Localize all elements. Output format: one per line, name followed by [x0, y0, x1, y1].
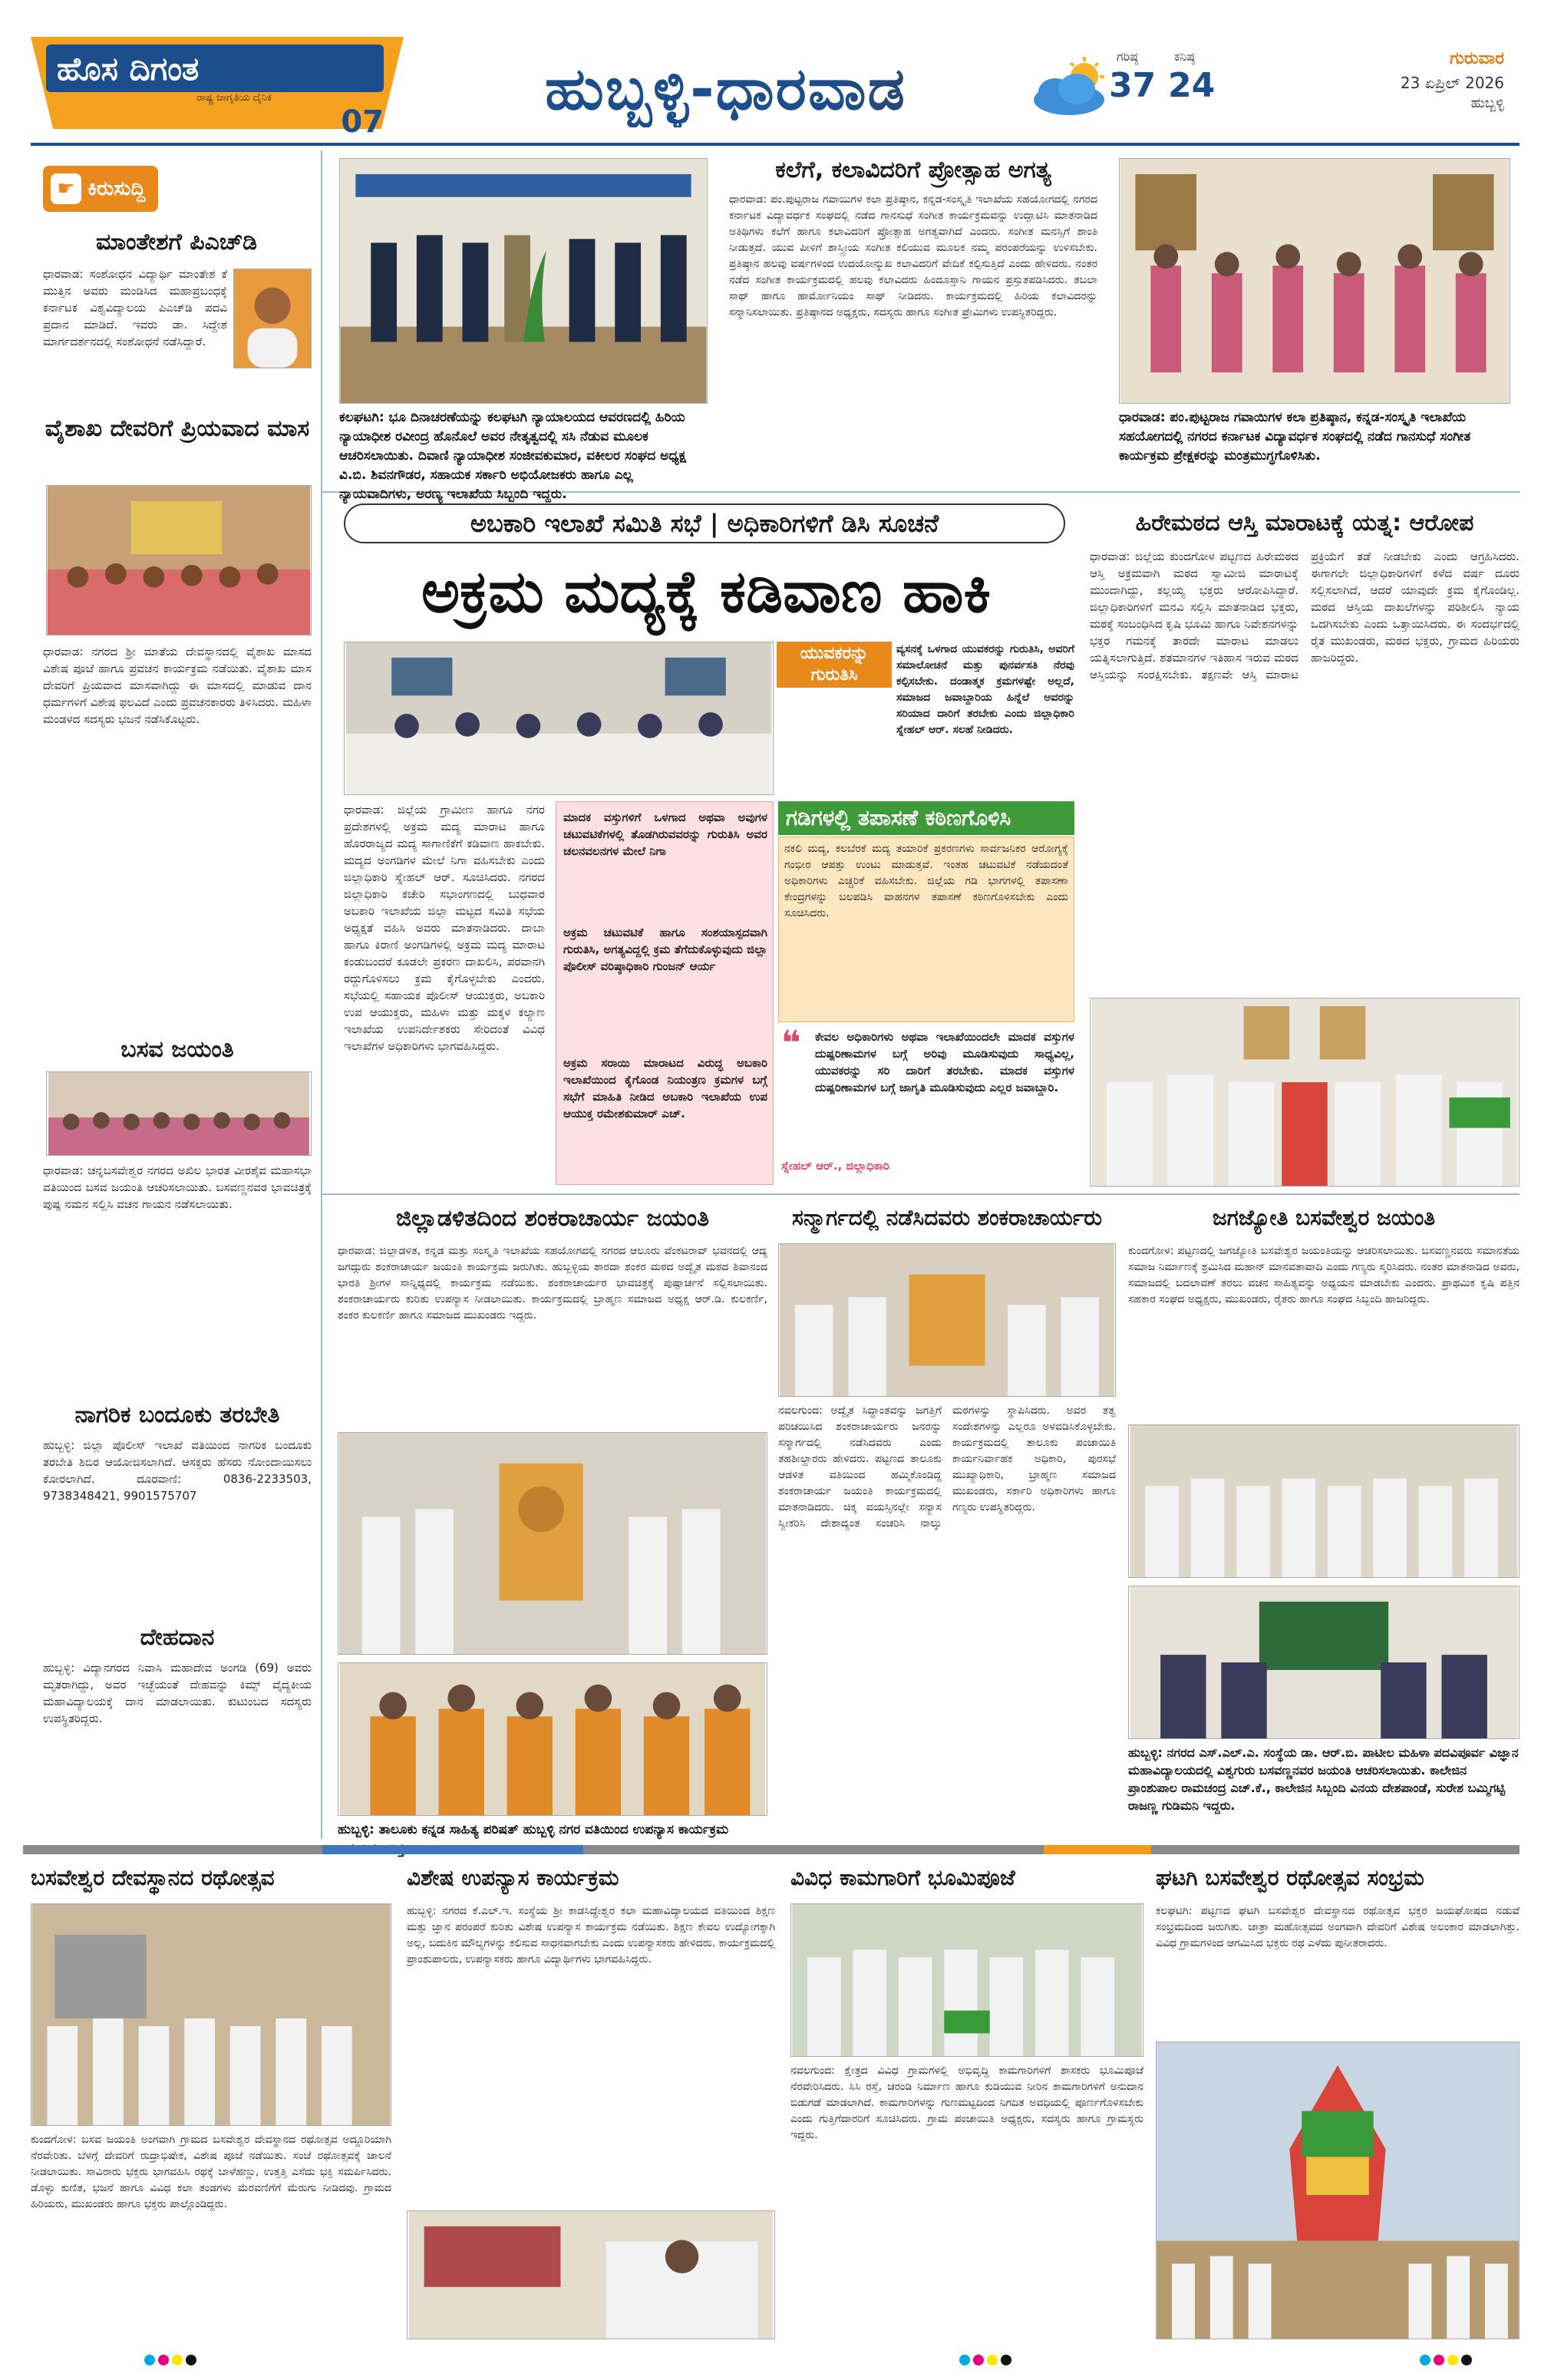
- weather-icon: [1025, 54, 1117, 123]
- section-bar: [1044, 1845, 1151, 1854]
- max-temp-label: ಗರಿಷ್ಠ: [1117, 49, 1138, 64]
- youth-box-label: ಯುವಕರನ್ನು ಗುರುತಿಸಿ: [777, 642, 892, 688]
- lead-bullet: ಅಕ್ರಮ ಸರಾಯಿ ಮಾರಾಟದ ವಿರುದ್ಧ ಅಬಕಾರಿ ಇಲಾಖೆಯಿಂದ ಕೈಗೊಂಡ ನಿಯಂತ್ರಣ ಕ್ರಮಗಳ ಬಗ್ಗೆ ಸಭೆಗೆ ಮಾಹಿತಿ ನೀಡಿದ ಅಬಕಾರಿ ಇಲಾಖೆಯ ಉಪ ಆಯುಕ್ತ ರಮೇಶಕುಮಾರ್ ಎಚ್.: [563, 1056, 767, 1121]
- ceremony-photo: [778, 1243, 1116, 1397]
- portrait-photo: [233, 269, 312, 368]
- brief-body: ಹುಬ್ಬಳ್ಳಿ: ಜಿಲ್ಲಾ ಪೊಲೀಸ್ ಇಲಾಖೆ ವತಿಯಿಂದ ನಾಗರಿಕ ಬಂದೂಕು ತರಬೇತಿ ಶಿಬಿರ ಆಯೋಜಿಸಲಾಗಿದೆ. ಆಸಕ್ತರು ಹೆಸರು ನೋಂದಾಯಿಸಲು ಕೋರಲಾಗಿದೆ. ದೂರವಾಣಿ: 0836-2233503, 9738348421, 9901575707: [43, 1438, 312, 1503]
- raid-box-body: ನಕಲಿ ಮದ್ಯ, ಕಲಬೆರಕೆ ಮದ್ಯ ತಯಾರಿಕೆ ಪ್ರಕರಣಗಳು ಸಾರ್ವಜನಿಕರ ಆರೋಗ್ಯಕ್ಕೆ ಗಂಭೀರ ಆಪತ್ತು ಉಂಟು ಮಾಡುತ್ತವೆ. ಇಂತಹ ಚಟುವಟಿಕೆ ನಡೆಯದಂತೆ ಅಧಿಕಾರಿಗಳು ಎಚ್ಚರಿಕೆ ವಹಿಸಬೇಕು. ಜಿಲ್ಲೆಯ ಗಡಿ ಭಾಗಗಳಲ್ಲಿ ತಪಾಸಣಾ ಕೇಂದ್ರಗಳನ್ನು ಬಲಪಡಿಸಿ ವಾಹನಗಳ ತಪಾಸಣೆ ಕಠಿಣಗೊಳಿಸಬೇಕು ಎಂದು ಸೂಚಿಸಿದರು.: [784, 843, 1068, 919]
- photo-caption: ಕಲಘಟಗಿ: ಭೂ ದಿನಾಚರಣೆಯನ್ನು ಕಲಘಟಗಿ ನ್ಯಾಯಾಲಯದ ಆವರಣದಲ್ಲಿ ಹಿರಿಯ ನ್ಯಾಯಾಧೀಶ ರವೀಂದ್ರ ಹೊನೊಲೆ ಅವರ ನೇತೃತ್ವದಲ್ಲಿ ಸಸಿ ನೆಡುವ ಮೂಲಕ ಆಚರಿಸಲಾಯಿತು. ದಿವಾಣಿ ನ್ಯಾಯಾಧೀಶ ಸಂಜೀವಕುಮಾರ, ವಕೀಲರ ಸಂಘದ ಅಧ್ಯಕ್ಷ ವಿ.ಬಿ. ಶಿವನಗೌಡರ, ಸಹಾಯಕ ಸರ್ಕಾರಿ ಅಭಿಯೋಜಕರು ಹಾಗೂ ಎಲ್ಲ ನ್ಯಾಯವಾದಿಗಳು, ಅರಣ್ಯ ಇಲಾಖೆಯ ಸಿಬ್ಬಂದಿ ಇದ್ದರು.: [339, 410, 686, 502]
- lead-quote: ಕೇವಲ ಅಧಿಕಾರಿಗಳು ಅಥವಾ ಇಲಾಖೆಯಿಂದಲೇ ಮಾದಕ ವಸ್ತುಗಳ ದುಷ್ಪರಿಣಾಮಗಳ ಬಗ್ಗೆ ಅರಿವು ಮೂಡಿಸುವುದು ಸಾಧ್ಯವಿಲ್ಲ, ಯುವಕರನ್ನು ಸರಿ ದಾರಿಗೆ ತರಬೇಕು. ಮಾದಕ ವಸ್ತುಗಳ ದುಷ್ಪರಿಣಾಮಗಳ ಬಗ್ಗೆ ಜಾಗೃತಿ ಮೂಡಿಸುವುದು ಎಲ್ಲರ ಜವಾಬ್ದಾರಿ.: [815, 1030, 1074, 1094]
- event-photo: [46, 1071, 312, 1156]
- weekday: ಗುರುವಾರ: [1449, 49, 1504, 68]
- column-divider: [321, 150, 322, 1839]
- section-bar: [322, 1845, 583, 1854]
- newspaper-logo: ಹೊಸ ದಿಗಂತ: [57, 50, 200, 87]
- page-number: 07: [341, 104, 384, 140]
- story-body: ಕುಂದಗೋಳ: ಪಟ್ಟಣದಲ್ಲಿ ಜಗಜ್ಯೋತಿ ಬಸವೇಶ್ವರ ಜಯಂತಿಯನ್ನು ಆಚರಿಸಲಾಯಿತು. ಬಸವಣ್ಣನವರು ಸಮಾನತೆಯ ಸಮಾಜ ನಿರ್ಮಾಣಕ್ಕೆ ಶ್ರಮಿಸಿದ ಮಹಾನ್ ಮಾನವತಾವಾದಿ ಎಂದು ಗಣ್ಯರು ಸ್ಮರಿಸಿದರು. ನಂತರ ಮಾತನಾಡಿದ ಅವರು, ಸಮಾಜದಲ್ಲಿ ಬದಲಾವಣೆ ತರಲು ವಚನ ಸಾಹಿತ್ಯವನ್ನು ಅಧ್ಯಯನ ಮಾಡಬೇಕು ಎಂದರು. ಪ್ರಾಥಮಿಕ ಕೃಷಿ ಪತ್ತಿನ ಸಹಕಾರ ಸಂಘದ ಅಧ್ಯಕ್ಷರು, ಮುಖಂಡರು, ರೈತರು ಹಾಗೂ ಸಂಘದ ಸಿಬ್ಬಂದಿ ಹಾಜರಿದ್ದರು.: [1128, 1245, 1520, 1306]
- chariot-photo: [31, 1903, 391, 2126]
- event-photo: [46, 485, 312, 635]
- story-body: ಧಾರವಾಡ: ಪಂ.ಪುಟ್ಟರಾಜ ಗವಾಯಿಗಳ ಕಲಾ ಪ್ರತಿಷ್ಠಾನ, ಕನ್ನಡ-ಸಂಸ್ಕೃತಿ ಇಲಾಖೆಯ ಸಹಯೋಗದಲ್ಲಿ ನಗರದ ಕರ್ನಾಟಕ ವಿದ್ಯಾವರ್ಧಕ ಸಂಘದಲ್ಲಿ ನಡೆದ ಗಾನಸುಧೆ ಸಂಗೀತ ಕಾರ್ಯಕ್ರಮವನ್ನು ಉದ್ಘಾಟಿಸಿ ಮಾತನಾಡಿದ ಅತಿಥಿಗಳು ಕಲೆಗೆ ಹಾಗೂ ಕಲಾವಿದರಿಗೆ ಪ್ರೋತ್ಸಾಹ ಅಗತ್ಯವಾಗಿದೆ ಎಂದರು. ಸಂಗೀತ ಮನಸ್ಸಿಗೆ ಶಾಂತಿ ನೀಡುತ್ತದೆ. ಯುವ ಪೀಳಿಗೆ ಶಾಸ್ತ್ರೀಯ ಸಂಗೀತ ಕಲಿಯುವ ಮೂಲಕ ನಮ್ಮ ಪರಂಪರೆಯನ್ನು ಉಳಿಸಬೇಕು. ಪ್ರತಿಷ್ಠಾನ ಹಲವು ವರ್ಷಗಳಿಂದ ಉದಯೋನ್ಮುಖ ಕಲಾವಿದರಿಗೆ ವೇದಿಕೆ ಕಲ್ಪಿಸುತ್ತಿದೆ ಎಂದು ಹೇಳಿದರು. ನಂತರ ನಡೆದ ಸಂಗೀತ ಕಾರ್ಯಕ್ರಮದಲ್ಲಿ ಹಲವು ಕಲಾವಿದರು ಹಿಂದೂಸ್ತಾನಿ ಗಾಯನ ಪ್ರಸ್ತುತಪಡಿಸಿದರು. ತಬಲಾ ಸಾಥ್ ಹಾಗೂ ಹಾರ್ಮೋನಿಯಂ ಸಾಥ್ ನೀಡಿದರು. ಕಾರ್ಯಕ್ರಮದಲ್ಲಿ ಹಿರಿಯ ಕಲಾವಿದರನ್ನು ಸನ್ಮಾನಿಸಲಾಯಿತು. ಪ್ರತಿಷ್ಠಾನದ ಅಧ್ಯಕ್ಷರು, ಸದಸ್ಯರು ಹಾಗೂ ಸಂಗೀತ ಪ್ರೇಮಿಗಳು ಉಪಸ್ಥಿತರಿದ್ದರು.: [729, 193, 1097, 319]
- newspaper-tagline: ರಾಷ್ಟ್ರ ಜಾಗೃತಿಯ ದೈನಿಕ: [196, 92, 272, 104]
- section-bar: [23, 1845, 322, 1854]
- brief-headline: ವೈಶಾಖ ದೇವರಿಗೆ ಪ್ರಿಯವಾದ ಮಾಸ: [45, 415, 310, 442]
- print-mark-magenta: [158, 2355, 169, 2365]
- edition-city: ಹುಬ್ಬಳ್ಳಿ: [1470, 95, 1504, 111]
- brief-headline: ಬಸವ ಜಯಂತಿ: [120, 1036, 234, 1063]
- brief-body: ಧಾರವಾಡ: ಸಂಶೋಧನ ವಿದ್ಯಾರ್ಥಿ ಮಾಂತೇಶ ಕೆ ಮುತ್ತಿನ ಅವರು ಮಂಡಿಸಿದ ಮಹಾಪ್ರಬಂಧಕ್ಕೆ ಕರ್ನಾಟಕ ವಿಶ್ವವಿದ್ಯಾಲಯ ಪಿಎಚ್‌ಡಿ ಪದವಿ ಪ್ರದಾನ ಮಾಡಿದೆ. ಇವರು ಡಾ. ಸಿದ್ದೇಶ ಮಾರ್ಗದರ್ಶನದಲ್ಲಿ ಸಂಶೋಧನೆ ನಡೆಸಿದ್ದಾರೆ.: [43, 267, 227, 348]
- jayanti-photo: [338, 1432, 767, 1655]
- print-mark-cyan: [144, 2355, 155, 2365]
- print-mark-cyan: [959, 2355, 970, 2365]
- brief-body: ಧಾರವಾಡ: ಚನ್ನಬಸವೇಶ್ವರ ನಗರದ ಅಖಿಲ ಭಾರತ ವೀರಶೈವ ಮಹಾಸಭಾ ವತಿಯಿಂದ ಬಸವ ಜಯಂತಿ ಆಚರಿಸಲಾಯಿತು. ಬಸವಣ್ಣನವರ ಭಾವಚಿತ್ರಕ್ಕೆ ಪುಷ್ಪ ನಮನ ಸಲ್ಲಿಸಿ ವಚನ ಗಾಯನ ನಡೆಸಲಾಯಿತು.: [43, 1164, 312, 1211]
- music-event-photo: [1119, 158, 1510, 404]
- lead-bullet: ಅಕ್ರಮ ಚಟುವಟಿಕೆ ಹಾಗೂ ಸಂಶಯಾಸ್ಪದವಾಗಿ ಗುರುತಿಸಿ, ಅಗತ್ಯವಿದ್ದಲ್ಲಿ ಕ್ರಮ ತೆಗೆದುಕೊಳ್ಳುವುದು ಜಿಲ್ಲಾ ಪೊಲೀಸ್ ವರಿಷ್ಠಾಧಿಕಾರಿ ಗುಂಜನ್ ಆರ್ಯ: [563, 926, 767, 973]
- photo-caption: ಹುಬ್ಬಳ್ಳಿ: ನಗರದ ಎಸ್.ಎಲ್.ಎ. ಸಂಸ್ಥೆಯ ಡಾ. ಆರ್.ಬಿ. ಪಾಟೀಲ ಮಹಿಳಾ ಪದವಿಪೂರ್ವ ವಿಜ್ಞಾನ ಮಹಾವಿದ್ಯಾಲಯದಲ್ಲಿ ವಿಶ್ವಗುರು ಬಸವಣ್ಣನವರ ಜಯಂತಿ ಆಚರಿಸಲಾಯಿತು. ಕಾಲೇಜಿನ ಪ್ರಾಂಶುಪಾಲ ರಾಮಚಂದ್ರ ಎಚ್.ಕೆ., ಕಾಲೇಜಿನ ಸಿಬ್ಬಂದಿ ವಿನಯ ದೇಶಪಾಂಡೆ, ಸುರೇಶ ಬಮ್ಮಿಗಟ್ಟಿ ರಾಜಣ್ಣ ಗುಡಿಮನಿ ಇದ್ದರು.: [1128, 1745, 1519, 1813]
- tree-planting-photo: [339, 158, 708, 404]
- lead-quote-attribution: ಸ್ನೇಹಲ್ ಆರ್., ಜಿಲ್ಲಾಧಿಕಾರಿ: [781, 1159, 889, 1173]
- story-body: ಧಾರವಾಡ: ಜಿಲ್ಲಾಡಳಿತ, ಕನ್ನಡ ಮತ್ತು ಸಂಸ್ಕೃತಿ ಇಲಾಖೆಯ ಸಹಯೋಗದಲ್ಲಿ ನಗರದ ಆಲೂರು ವೆಂಕಟರಾವ್ ಭವನದಲ್ಲಿ ಆದ್ಯ ಜಗದ್ಗುರು ಶಂಕರಾಚಾರ್ಯ ಜಯಂತಿ ಕಾರ್ಯಕ್ರಮ ಜರುಗಿತು. ಹುಬ್ಬಳ್ಳಿಯ ಶಾರದಾ ಶಂಕರ ಮಠದ ಅದ್ವೈತ ಮಠದ ಶಿವಾನಂದ ಭಾರತಿ ಶ್ರೀಗಳ ಸಾನ್ನಿಧ್ಯದಲ್ಲಿ ಕಾರ್ಯಕ್ರಮ ನಡೆಯಿತು. ಶಂಕರಾಚಾರ್ಯರ ಭಾವಚಿತ್ರಕ್ಕೆ ಪುಷ್ಪಾರ್ಚನೆ ಸಲ್ಲಿಸಲಾಯಿತು. ಶಂಕರಾಚಾರ್ಯರು ಕುರಿತು ಉಪನ್ಯಾಸ ನೀಡಲಾಯಿತು. ಕಾರ್ಯಕ್ರಮದಲ್ಲಿ ಬ್ರಾಹ್ಮಣ ಸಮಾಜದ ಅಧ್ಯಕ್ಷ ಆರ್.ಡಿ. ಕುಲಕರ್ಣಿ, ಶಂಕರ ಕುಲಕರ್ಣಿ ಹಾಗೂ ಸಮಾಜದ ಮುಖಂಡರು ಇದ್ದರು.: [338, 1245, 767, 1322]
- brief-body: ಧಾರವಾಡ: ನಗರದ ಶ್ರೀ ಮಾತೆಯ ದೇವಸ್ಥಾನದಲ್ಲಿ ವೈಶಾಖ ಮಾಸದ ವಿಶೇಷ ಪೂಜೆ ಹಾಗೂ ಪ್ರವಚನ ಕಾರ್ಯಕ್ರಮ ನಡೆಯಿತು. ವೈಶಾಖ ಮಾಸ ದೇವರಿಗೆ ಪ್ರಿಯವಾದ ಮಾಸವಾಗಿದ್ದು ಈ ಮಾಸದಲ್ಲಿ ಮಾಡುವ ದಾನ ಧರ್ಮಗಳಿಗೆ ವಿಶೇಷ ಫಲವಿದೆ ಎಂದು ಪ್ರವಚನಕಾರರು ತಿಳಿಸಿದರು. ಮಹಿಳಾ ಮಂಡಳದ ಸದಸ್ಯರು ಭಜನೆ ನಡೆಸಿಕೊಟ್ಟರು.: [43, 645, 312, 726]
- bhoomi-pooja-photo: [790, 1903, 1143, 2057]
- meeting-photo: [344, 642, 774, 795]
- print-mark-black: [1001, 2355, 1011, 2365]
- print-mark-yellow: [172, 2355, 183, 2365]
- print-mark-magenta: [973, 2355, 984, 2365]
- edition-title: ಹುಬ್ಬಳ್ಳಿ-ಧಾರವಾಡ: [545, 51, 1067, 127]
- photo-caption: ಧಾರವಾಡ: ಪಂ.ಪುಟ್ಟರಾಜ ಗವಾಯಿಗಳ ಕಲಾ ಪ್ರತಿಷ್ಠಾನ, ಕನ್ನಡ-ಸಂಸ್ಕೃತಿ ಇಲಾಖೆಯ ಸಹಯೋಗದಲ್ಲಿ ನಗರದ ಕರ್ನಾಟಕ ವಿದ್ಯಾವರ್ಧಕ ಸಂಘದಲ್ಲಿ ನಡೆದ ಗಾನಸುಧೆ ಸಂಗೀತ ಕಾರ್ಯಕ್ರಮ ಪ್ರೇಕ್ಷಕರನ್ನು ಮಂತ್ರಮುಗ್ಧಗೊಳಿಸಿತು.: [1119, 410, 1471, 464]
- max-temp-value: 37: [1109, 66, 1157, 105]
- youth-box-body: ವ್ಯಸನಕ್ಕೆ ಒಳಗಾದ ಯುವಕರನ್ನು ಗುರುತಿಸಿ, ಅವರಿಗೆ ಸಮಾಲೋಚನೆ ಮತ್ತು ಪುನರ್ವಸತಿ ನೆರವು ಕಲ್ಪಿಸಬೇಕು. ದಂಡಾತ್ಮಕ ಕ್ರಮಗಳಷ್ಟೇ ಅಲ್ಲದೆ, ಸಮಾಜದ ಜವಾಬ್ದಾರಿಯ ಹಿನ್ನೆಲೆ ಅವರನ್ನು ಸರಿಯಾದ ದಾರಿಗೆ ತರಬೇಕು ಎಂದು ಜಿಲ್ಲಾಧಿಕಾರಿ ಸ್ನೇಹಲ್ ಆರ್. ಸಲಹೆ ನೀಡಿದರು.: [896, 643, 1074, 736]
- story-headline: ಜಿಲ್ಲಾಡಳಿತದಿಂದ ಶಂಕರಾಚಾರ್ಯ ಜಯಂತಿ: [396, 1205, 709, 1232]
- lead-kicker: ಅಬಕಾರಿ ಇಲಾಖೆ ಸಮಿತಿ ಸಭೆ | ಅಧಿಕಾರಿಗಳಿಗೆ ಡಿಸಿ ಸೂಚನೆ: [344, 503, 1065, 543]
- section-bar: [1151, 1845, 1520, 1854]
- college-event-photo: [1128, 1586, 1520, 1739]
- story-headline: ಘಟಗಿ ಬಸವೇಶ್ವರ ರಥೋತ್ಸವ ಸಂಭ್ರಮ: [1156, 1865, 1424, 1890]
- raid-box-label: ಗಡಿಗಳಲ್ಲಿ ತಪಾಸಣೆ ಕಠಿಣಗೊಳಿಸಿ: [778, 801, 1074, 835]
- story-headline: ಸನ್ಮಾರ್ಗದಲ್ಲಿ ನಡೆಸಿದವರು ಶಂಕರಾಚಾರ್ಯರು: [792, 1205, 1102, 1230]
- story-body: ನವಲಗುಂದ: ಅದ್ವೈತ ಸಿದ್ಧಾಂತವನ್ನು ಜಗತ್ತಿಗೆ ಪರಿಚಯಿಸಿದ ಶಂಕರಾಚಾರ್ಯರು ಜನರನ್ನು ಸನ್ಮಾರ್ಗದಲ್ಲಿ ನಡೆಸಿದವರು ಎಂದು ತಹಶೀಲ್ದಾರರು ಹೇಳಿದರು. ಪಟ್ಟಣದ ತಾಲೂಕು ಆಡಳಿತ ವತಿಯಿಂದ ಹಮ್ಮಿಕೊಂಡಿದ್ದ ಶಂಕರಾಚಾರ್ಯ ಜಯಂತಿ ಕಾರ್ಯಕ್ರಮದಲ್ಲಿ ಮಾತನಾಡಿದರು. ಚಿಕ್ಕ ವಯಸ್ಸಿನಲ್ಲೇ ಸನ್ಯಾಸ ಸ್ವೀಕರಿಸಿ ದೇಶಾದ್ಯಂತ ಸಂಚರಿಸಿ ನಾಲ್ಕು ಮಠಗಳನ್ನು ಸ್ಥಾಪಿಸಿದರು. ಅವರ ತತ್ವ ಸಂದೇಶಗಳನ್ನು ಎಲ್ಲರೂ ಅಳವಡಿಸಿಕೊಳ್ಳಬೇಕು. ಕಾರ್ಯಕ್ರಮದಲ್ಲಿ ತಾಲೂಕು ಪಂಚಾಯಿತಿ ಕಾರ್ಯನಿರ್ವಾಹಕ ಅಧಿಕಾರಿ, ಪುರಸಭೆ ಮುಖ್ಯಾಧಿಕಾರಿ, ಬ್ರಾಹ್ಮಣ ಸಮಾಜದ ಮುಖಂಡರು, ಸರ್ಕಾರಿ ಅಧಿಕಾರಿಗಳು ಹಾಗೂ ಗಣ್ಯರು ಉಪಸ್ಥಿತರಿದ್ದರು.: [778, 1405, 1116, 1530]
- basava-jayanti-photo: [1128, 1424, 1520, 1578]
- print-mark-magenta: [1434, 2355, 1444, 2365]
- kiru-suddi-badge: ಕಿರುಸುದ್ದಿ: [43, 166, 158, 212]
- rathotsava-photo: [1156, 2042, 1520, 2339]
- print-mark-black: [186, 2355, 196, 2365]
- section-divider: [322, 1193, 1520, 1195]
- pointing-hand-icon: ☛: [51, 173, 81, 204]
- seminar-photo: [407, 2210, 775, 2339]
- print-mark-yellow: [1447, 2355, 1458, 2365]
- brief-headline: ಮಾಂತೇಶಗೆ ಪಿಎಚ್‌ಡಿ: [95, 229, 258, 256]
- story-headline: ಬಸವೇಶ್ವರ ದೇವಸ್ಥಾನದ ರಥೋತ್ಸವ: [31, 1865, 275, 1890]
- story-body: ಕಲಘಟಗಿ: ಪಟ್ಟಣದ ಘಟಗಿ ಬಸವೇಶ್ವರ ದೇವಸ್ಥಾನದ ರಥೋತ್ಸವ ಭಕ್ತರ ಜಯಘೋಷದ ನಡುವೆ ಸಂಭ್ರಮದಿಂದ ಜರುಗಿತು. ಜಾತ್ರಾ ಮಹೋತ್ಸವದ ಅಂಗವಾಗಿ ದೇವರಿಗೆ ವಿಶೇಷ ಅಲಂಕಾರ ಮಾಡಲಾಗಿತ್ತು. ವಿವಿಧ ಗ್ರಾಮಗಳಿಂದ ಆಗಮಿಸಿದ ಭಕ್ತರು ರಥ ಎಳೆದು ಪುನೀತರಾದರು.: [1156, 1905, 1520, 1949]
- story-body: ಕುಂದಗೋಳ: ಬಸವ ಜಯಂತಿ ಅಂಗವಾಗಿ ಗ್ರಾಮದ ಬಸವೇಶ್ವರ ದೇವಸ್ಥಾನದ ರಥೋತ್ಸವ ಅದ್ದೂರಿಯಾಗಿ ನೆರವೇರಿತು. ಬೆಳಗ್ಗೆ ದೇವರಿಗೆ ರುದ್ರಾಭಿಷೇಕ, ವಿಶೇಷ ಪೂಜೆ ನಡೆಯಿತು. ಸಂಜೆ ರಥೋತ್ಸವಕ್ಕೆ ಚಾಲನೆ ನೀಡಲಾಯಿತು. ಸಾವಿರಾರು ಭಕ್ತರು ಭಾಗವಹಿಸಿ ರಥಕ್ಕೆ ಬಾಳೆಹಣ್ಣು, ಉತ್ತತ್ತಿ ಎಸೆದು ಭಕ್ತಿ ಸಮರ್ಪಿಸಿದರು. ಡೊಳ್ಳು ಕುಣಿತ, ಭಜನೆ ಹಾಗೂ ವಿವಿಧ ಕಲಾ ತಂಡಗಳು ಮೆರವಣಿಗೆಗೆ ಮೆರುಗು ನೀಡಿದವು. ಗ್ರಾಮದ ಹಿರಿಯರು, ಮುಖಂಡರು ಹಾಗೂ ಭಕ್ತರು ಪಾಲ್ಗೊಂಡಿದ್ದರು.: [31, 2134, 391, 2210]
- story-body: ಹುಬ್ಬಳ್ಳಿ: ನಗರದ ಕೆ.ಎಲ್.ಇ. ಸಂಸ್ಥೆಯ ಶ್ರೀ ಕಾಡಸಿದ್ಧೇಶ್ವರ ಕಲಾ ಮಹಾವಿದ್ಯಾಲಯದ ವತಿಯಿಂದ ಶಿಕ್ಷಣ ಮತ್ತು ಜ್ಞಾನ ಪರಂಪರೆ ಕುರಿತು ವಿಶೇಷ ಉಪನ್ಯಾಸ ಕಾರ್ಯಕ್ರಮ ನಡೆಯಿತು. ಶಿಕ್ಷಣ ಕೇವಲ ಉದ್ಯೋಗಕ್ಕಾಗಿ ಅಲ್ಲ, ಬದುಕಿನ ಮೌಲ್ಯಗಳನ್ನು ಕಲಿಸುವ ಸಾಧನವಾಗಬೇಕು ಎಂದು ಉಪನ್ಯಾಸಕರು ಹೇಳಿದರು. ಕಾರ್ಯಕ್ರಮದಲ್ಲಿ ಪ್ರಾಂಶುಪಾಲರು, ಉಪನ್ಯಾಸಕರು ಹಾಗೂ ವಿದ್ಯಾರ್ಥಿಗಳು ಭಾಗವಹಿಸಿದ್ದರು.: [407, 1905, 775, 1966]
- min-temp-value: 24: [1168, 66, 1216, 105]
- quote-icon: ❝: [781, 1024, 801, 1063]
- story-headline: ಜಗಜ್ಯೋತಿ ಬಸವೇಶ್ವರ ಜಯಂತಿ: [1212, 1205, 1436, 1230]
- story-headline: ವಿವಿಧ ಕಾಮಗಾರಿಗೆ ಭೂಮಿಪೂಜೆ: [790, 1865, 1015, 1890]
- print-mark-black: [1461, 2355, 1472, 2365]
- lead-bullet: ಮಾದಕ ವಸ್ತುಗಳಿಗೆ ಒಳಗಾದ ಅಥವಾ ಅವುಗಳ ಚಟುವಟಿಕೆಗಳಲ್ಲಿ ತೊಡಗಿರುವವರನ್ನು ಗುರುತಿಸಿ ಅವರ ಚಲನವಲನಗಳ ಮೇಲೆ ನಿಗಾ: [563, 810, 767, 858]
- photo-caption: ಹುಬ್ಬಳ್ಳಿ: ತಾಲೂಕು ಕನ್ನಡ ಸಾಹಿತ್ಯ ಪರಿಷತ್ ಹುಬ್ಬಳ್ಳಿ ನಗರ ವತಿಯಿಂದ ಉಪನ್ಯಾಸ ಕಾರ್ಯಕ್ರಮ: [338, 1822, 729, 1837]
- section-bar: [583, 1845, 1044, 1854]
- petition-photo: [1090, 998, 1520, 1187]
- lead-body: ಧಾರವಾಡ: ಜಿಲ್ಲೆಯ ಗ್ರಾಮೀಣ ಹಾಗೂ ನಗರ ಪ್ರದೇಶಗಳಲ್ಲಿ ಅಕ್ರಮ ಮದ್ಯ ಮಾರಾಟ ಹಾಗೂ ಹೊರರಾಜ್ಯದ ಮದ್ಯ ಸಾಗಾಣಿಕೆಗೆ ಕಡಿವಾಣ ಹಾಕಬೇಕು. ಮದ್ಯದ ಅಂಗಡಿಗಳ ಮೇಲೆ ನಿಗಾ ವಹಿಸಬೇಕು ಎಂದು ಜಿಲ್ಲಾಧಿಕಾರಿ ಸ್ನೇಹಲ್ ಆರ್. ಸೂಚಿಸಿದರು. ನಗರದ ಜಿಲ್ಲಾಧಿಕಾರಿ ಕಚೇರಿ ಸಭಾಂಗಣದಲ್ಲಿ ಬುಧವಾರ ಅಬಕಾರಿ ಇಲಾಖೆಯ ಜಿಲ್ಲಾ ಮಟ್ಟದ ಸಮಿತಿ ಸಭೆಯ ಅಧ್ಯಕ್ಷತೆ ವಹಿಸಿ ಅವರು ಮಾತನಾಡಿದರು. ದಾಬಾ ಹಾಗೂ ಕಿರಾಣಿ ಅಂಗಡಿಗಳಲ್ಲಿ ಅಕ್ರಮ ಮದ್ಯ ಮಾರಾಟ ಕಂಡುಬಂದರೆ ಕೂಡಲೇ ಪ್ರಕರಣ ದಾಖಲಿಸಿ, ಪರವಾನಗಿ ರದ್ದುಗೊಳಿಸಲು ಕ್ರಮ ಕೈಗೊಳ್ಳಬೇಕು ಎಂದರು. ಸಭೆಯಲ್ಲಿ ಸಹಾಯಕ ಪೊಲೀಸ್ ಆಯುಕ್ತರು, ಅಬಕಾರಿ ಉಪ ಆಯುಕ್ತರು, ಮಹಿಳಾ ಮತ್ತು ಮಕ್ಕಳ ಕಲ್ಯಾಣ ಇಲಾಖೆಯ ಉಪನಿರ್ದೇಶಕರು ಸೇರಿದಂತೆ ವಿವಿಧ ಇಲಾಖೆಗಳ ಅಧಿಕಾರಿಗಳು ಭಾಗವಹಿಸಿದ್ದರು.: [344, 803, 545, 1053]
- brief-headline: ನಾಗರಿಕ ಬಂದೂಕು ತರಬೇತಿ: [74, 1401, 280, 1428]
- masthead-rule: [31, 143, 1520, 146]
- story-headline: ಕಲೆಗೆ, ಕಲಾವಿದರಿಗೆ ಪ್ರೋತ್ಸಾಹ ಅಗತ್ಯ: [775, 157, 1051, 183]
- story-headline: ಹಿರೇಮಠದ ಆಸ್ತಿ ಮಾರಾಟಕ್ಕೆ ಯತ್ನ: ಆರೋಪ: [1135, 510, 1474, 536]
- lead-headline: ಅಕ್ರಮ ಮದ್ಯಕ್ಕೆ ಕಡಿವಾಣ ಹಾಕಿ: [421, 557, 992, 626]
- brief-body: ಹುಬ್ಬಳ್ಳಿ: ವಿದ್ಯಾನಗರದ ನಿವಾಸಿ ಮಹಾದೇವ ಅಂಗಡಿ (69) ಅವರು ಮೃತರಾಗಿದ್ದು, ಅವರ ಇಚ್ಛೆಯಂತೆ ದೇಹವನ್ನು ಕಿಮ್ಸ್ ವೈದ್ಯಕೀಯ ಮಹಾವಿದ್ಯಾಲಯಕ್ಕೆ ದಾನ ಮಾಡಲಾಯಿತು. ಕುಟುಂಬದ ಸದಸ್ಯರು ಉಪಸ್ಥಿತರಿದ್ದರು.: [43, 1661, 312, 1725]
- story-body: ನವಲಗುಂದ: ಕ್ಷೇತ್ರದ ವಿವಿಧ ಗ್ರಾಮಗಳಲ್ಲಿ ಅಭಿವೃದ್ಧಿ ಕಾಮಗಾರಿಗಳಿಗೆ ಶಾಸಕರು ಭೂಮಿಪೂಜೆ ನೆರವೇರಿಸಿದರು. ಸಿಸಿ ರಸ್ತೆ, ಚರಂಡಿ ನಿರ್ಮಾಣ ಹಾಗೂ ಕುಡಿಯುವ ನೀರಿನ ಕಾಮಗಾರಿಗಳಿಗೆ ಅನುದಾನ ಬಿಡುಗಡೆ ಮಾಡಲಾಗಿದೆ. ಕಾಮಗಾರಿಗಳನ್ನು ಗುಣಮಟ್ಟದಿಂದ ನಿಗದಿತ ಅವಧಿಯಲ್ಲಿ ಪೂರ್ಣಗೊಳಿಸಬೇಕು ಎಂದು ಗುತ್ತಿಗೆದಾರರಿಗೆ ಸೂಚಿಸಿದರು. ಗ್ರಾಮ ಪಂಚಾಯಿತಿ ಅಧ್ಯಕ್ಷರು, ಸದಸ್ಯರು ಹಾಗೂ ಗ್ರಾಮಸ್ಥರು ಇದ್ದರು.: [790, 2065, 1143, 2141]
- brief-headline: ದೇಹದಾನ: [140, 1624, 215, 1651]
- date: 23 ಏಪ್ರಿಲ್ 2026: [1400, 74, 1504, 92]
- min-temp-label: ಕನಿಷ್ಠ: [1174, 49, 1195, 64]
- lecture-photo: [338, 1662, 767, 1816]
- story-body: ಧಾರವಾಡ: ಜಿಲ್ಲೆಯ ಕುಂದಗೋಳ ಪಟ್ಟಣದ ಹಿರೇಮಠದ ಆಸ್ತಿ ಅಕ್ರಮವಾಗಿ ಮಠದ ಸ್ವಾಮೀಜಿ ಮಾರಾಟಕ್ಕೆ ಮುಂದಾಗಿದ್ದು, ಕಲ್ಲಯ್ಯ ಭಕ್ತರು ಆರೋಪಿಸಿದ್ದಾರೆ. ಜಿಲ್ಲಾಧಿಕಾರಿಗಳಿಗೆ ಮನವಿ ಸಲ್ಲಿಸಿ ಮಾತನಾಡಿದ ಭಕ್ತರು, ಮಠಕ್ಕೆ ಸಂಬಂಧಿಸಿದ ಕೃಷಿ ಭೂಮಿ ಹಾಗೂ ನಿವೇಶನಗಳನ್ನು ಭಕ್ತರ ಗಮನಕ್ಕೆ ತಾರದೇ ಮಾರಾಟ ಮಾಡಲು ಯತ್ನಿಸಲಾಗುತ್ತಿದೆ. ಶತಮಾನಗಳ ಇತಿಹಾಸ ಇರುವ ಮಠದ ಆಸ್ತಿಯನ್ನು ಸಂರಕ್ಷಿಸಬೇಕು. ತಕ್ಷಣವೇ ಆಸ್ತಿ ಮಾರಾಟ ಪ್ರಕ್ರಿಯೆಗೆ ತಡೆ ನೀಡಬೇಕು ಎಂದು ಆಗ್ರಹಿಸಿದರು. ಈಗಾಗಲೇ ಜಿಲ್ಲಾಧಿಕಾರಿಗಳಿಗೆ ಕಳೆದ ವರ್ಷ ದೂರು ಸಲ್ಲಿಸಲಾಗಿದೆ, ಆದರೆ ಯಾವುದೇ ಕ್ರಮ ಕೈಗೊಂಡಿಲ್ಲ. ಮಠದ ಆಸ್ತಿಯ ದಾಖಲೆಗಳನ್ನು ಪರಿಶೀಲಿಸಿ ನ್ಯಾಯ ಒದಗಿಸಬೇಕು ಎಂದು ಒತ್ತಾಯಿಸಿದರು. ಈ ಸಂದರ್ಭದಲ್ಲಿ ರೈತ ಮುಖಂಡರು, ಮಠದ ಭಕ್ತರು, ಗ್ರಾಮದ ಹಿರಿಯರು ಹಾಜರಿದ್ದರು.: [1090, 550, 1520, 682]
- print-mark-yellow: [987, 2355, 998, 2365]
- print-mark-cyan: [1420, 2355, 1430, 2365]
- story-headline: ವಿಶೇಷ ಉಪನ್ಯಾಸ ಕಾರ್ಯಕ್ರಮ: [407, 1865, 619, 1890]
